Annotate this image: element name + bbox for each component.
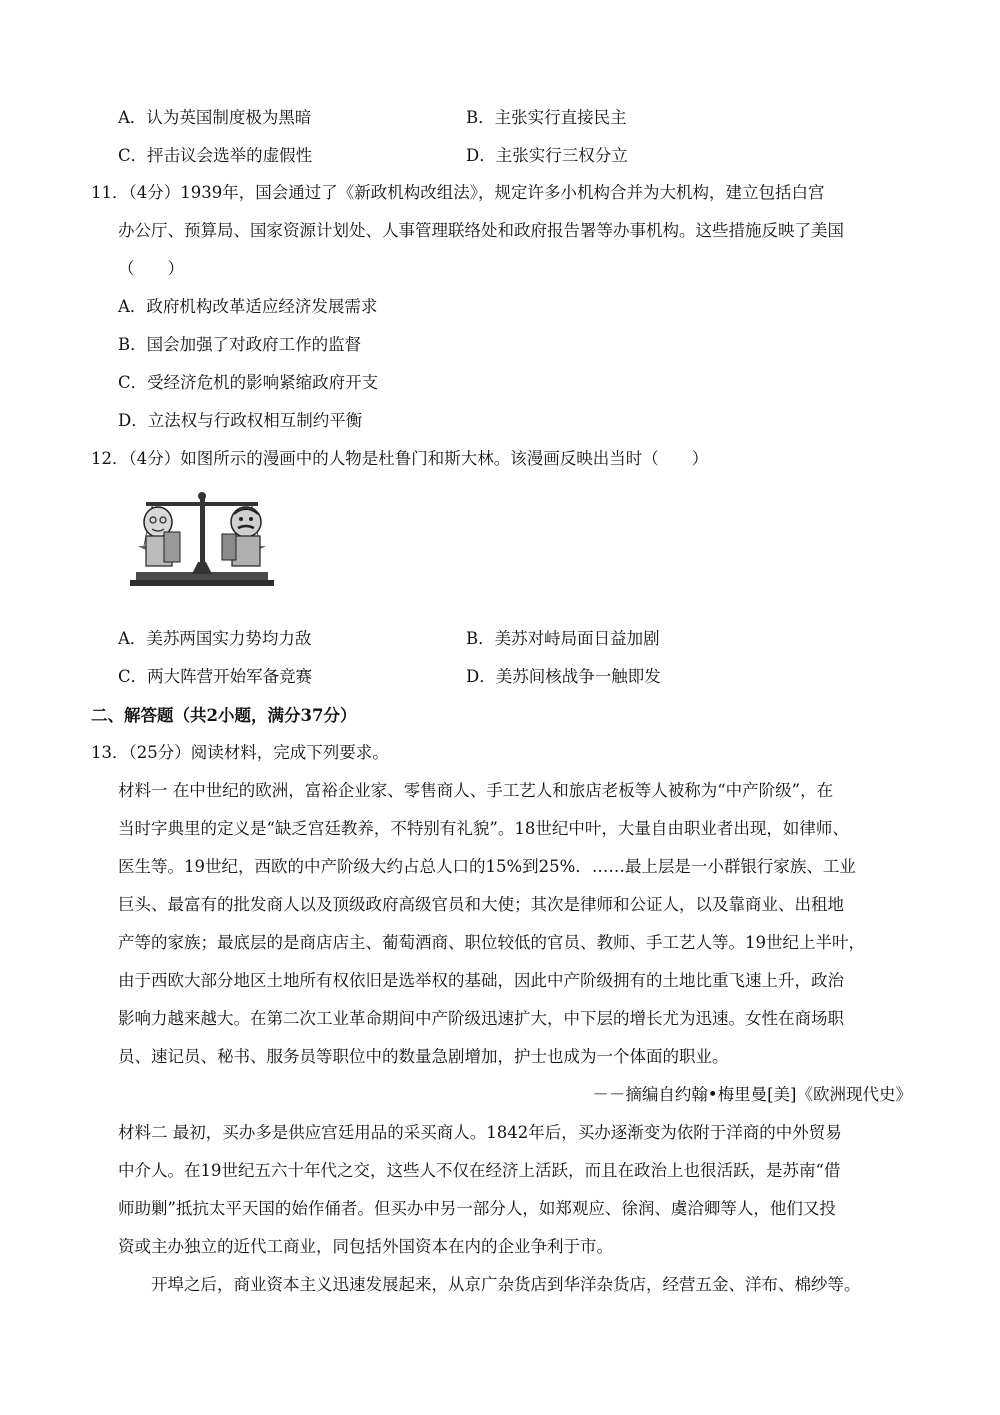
material1-line: 影响力越来越大。在第二次工业革命期间中产阶级迅速扩大，中下层的增长尤为迅速。女性在商场职 (118, 1009, 844, 1028)
material1-line: 员、速记员、秘书、服务员等职位中的数量急剧增加，护士也成为一个体面的职业。 (118, 1047, 729, 1066)
q10-option-a: A．认为英国制度极为黑暗 (118, 108, 312, 127)
q13-stem: 13．（25分）阅读材料，完成下列要求。 (91, 743, 389, 762)
material1-line: 医生等。19世纪，西欧的中产阶级大约占总人口的15%到25%．……最上层是一小群银行家族、工业 (118, 857, 856, 876)
q12-stem: 12．（4分）如图所示的漫画中的人物是杜鲁门和斯大林。该漫画反映出当时（ ） (91, 449, 709, 468)
section-heading: 二、解答题（共2小题，满分37分） (91, 706, 357, 725)
material2-line: 材料二 最初，买办多是供应宫廷用品的采买商人。1842年后，买办逐渐变为依附于洋商的中外贸易 (118, 1123, 842, 1142)
material1-line: 当时字典里的定义是“缺乏宫廷教养，不特别有礼貌”。18世纪中叶，大量自由职业者出现，如律师、 (118, 819, 849, 838)
material2-line: 师助剿”抵抗太平天国的始作俑者。但买办中另一部分人，如郑观应、徐润、虞洽卿等人，他们又投 (118, 1199, 836, 1218)
material1-line: 产等的家族；最底层的是商店店主、葡萄酒商、职位较低的官员、教师、手工艺人等。19世纪上半叶， (118, 933, 865, 952)
q11-stem-line1: 11．（4分）1939年，国会通过了《新政机构改组法》，规定许多小机构合并为大机构，建立包括白宫 (91, 183, 825, 202)
q12-option-a: A．美苏两国实力势均力敌 (118, 629, 312, 648)
q11-option-d: D．立法权与行政权相互制约平衡 (118, 411, 363, 430)
q11-option-b: B．国会加强了对政府工作的监督 (118, 335, 362, 354)
q10-option-d: D．主张实行三权分立 (466, 146, 628, 165)
q12-option-d: D．美苏间核战争一触即发 (466, 667, 661, 686)
q10-option-c: C．抨击议会选举的虚假性 (118, 146, 313, 165)
material1-line: 由于西欧大部分地区土地所有权依旧是选举权的基础，因此中产阶级拥有的土地比重飞速上升，政治 (118, 971, 844, 990)
material2-line: 中介人。在19世纪五六十年代之交，这些人不仅在经济上活跃，而且在政治上也很活跃，是苏南“借 (118, 1161, 841, 1180)
q11-stem-line3: （ ） (118, 259, 184, 278)
q12-option-b: B．美苏对峙局面日益加剧 (466, 629, 660, 648)
material1-source: －－摘编自约翰•梅里曼[美]《欧洲现代史》 (592, 1085, 912, 1104)
material2-paragraph2: 开埠之后，商业资本主义迅速发展起来，从京广杂货店到华洋杂货店，经营五金、洋布、棉纱等。 (151, 1275, 861, 1294)
material2-line: 资或主办独立的近代工商业，同包括外国资本在内的企业争利于市。 (118, 1237, 613, 1256)
q12-option-c: C．两大阵营开始军备竞赛 (118, 667, 313, 686)
material1-line: 巨头、最富有的批发商人以及顶级政府高级官员和大使；其次是律师和公证人，以及靠商业、出租地 (118, 895, 844, 914)
cartoon-image (122, 484, 282, 590)
q11-option-c: C．受经济危机的影响紧缩政府开支 (118, 373, 379, 392)
q11-option-a: A．政府机构改革适应经济发展需求 (118, 297, 378, 316)
q11-stem-line2: 办公厅、预算局、国家资源计划处、人事管理联络处和政府报告署等办事机构。这些措施反映了美国 (118, 221, 844, 240)
q10-option-b: B．主张实行直接民主 (466, 108, 627, 127)
material1-line: 材料一 在中世纪的欧洲，富裕企业家、零售商人、手工艺人和旅店老板等人被称为“中产阶级”，在 (118, 781, 834, 800)
